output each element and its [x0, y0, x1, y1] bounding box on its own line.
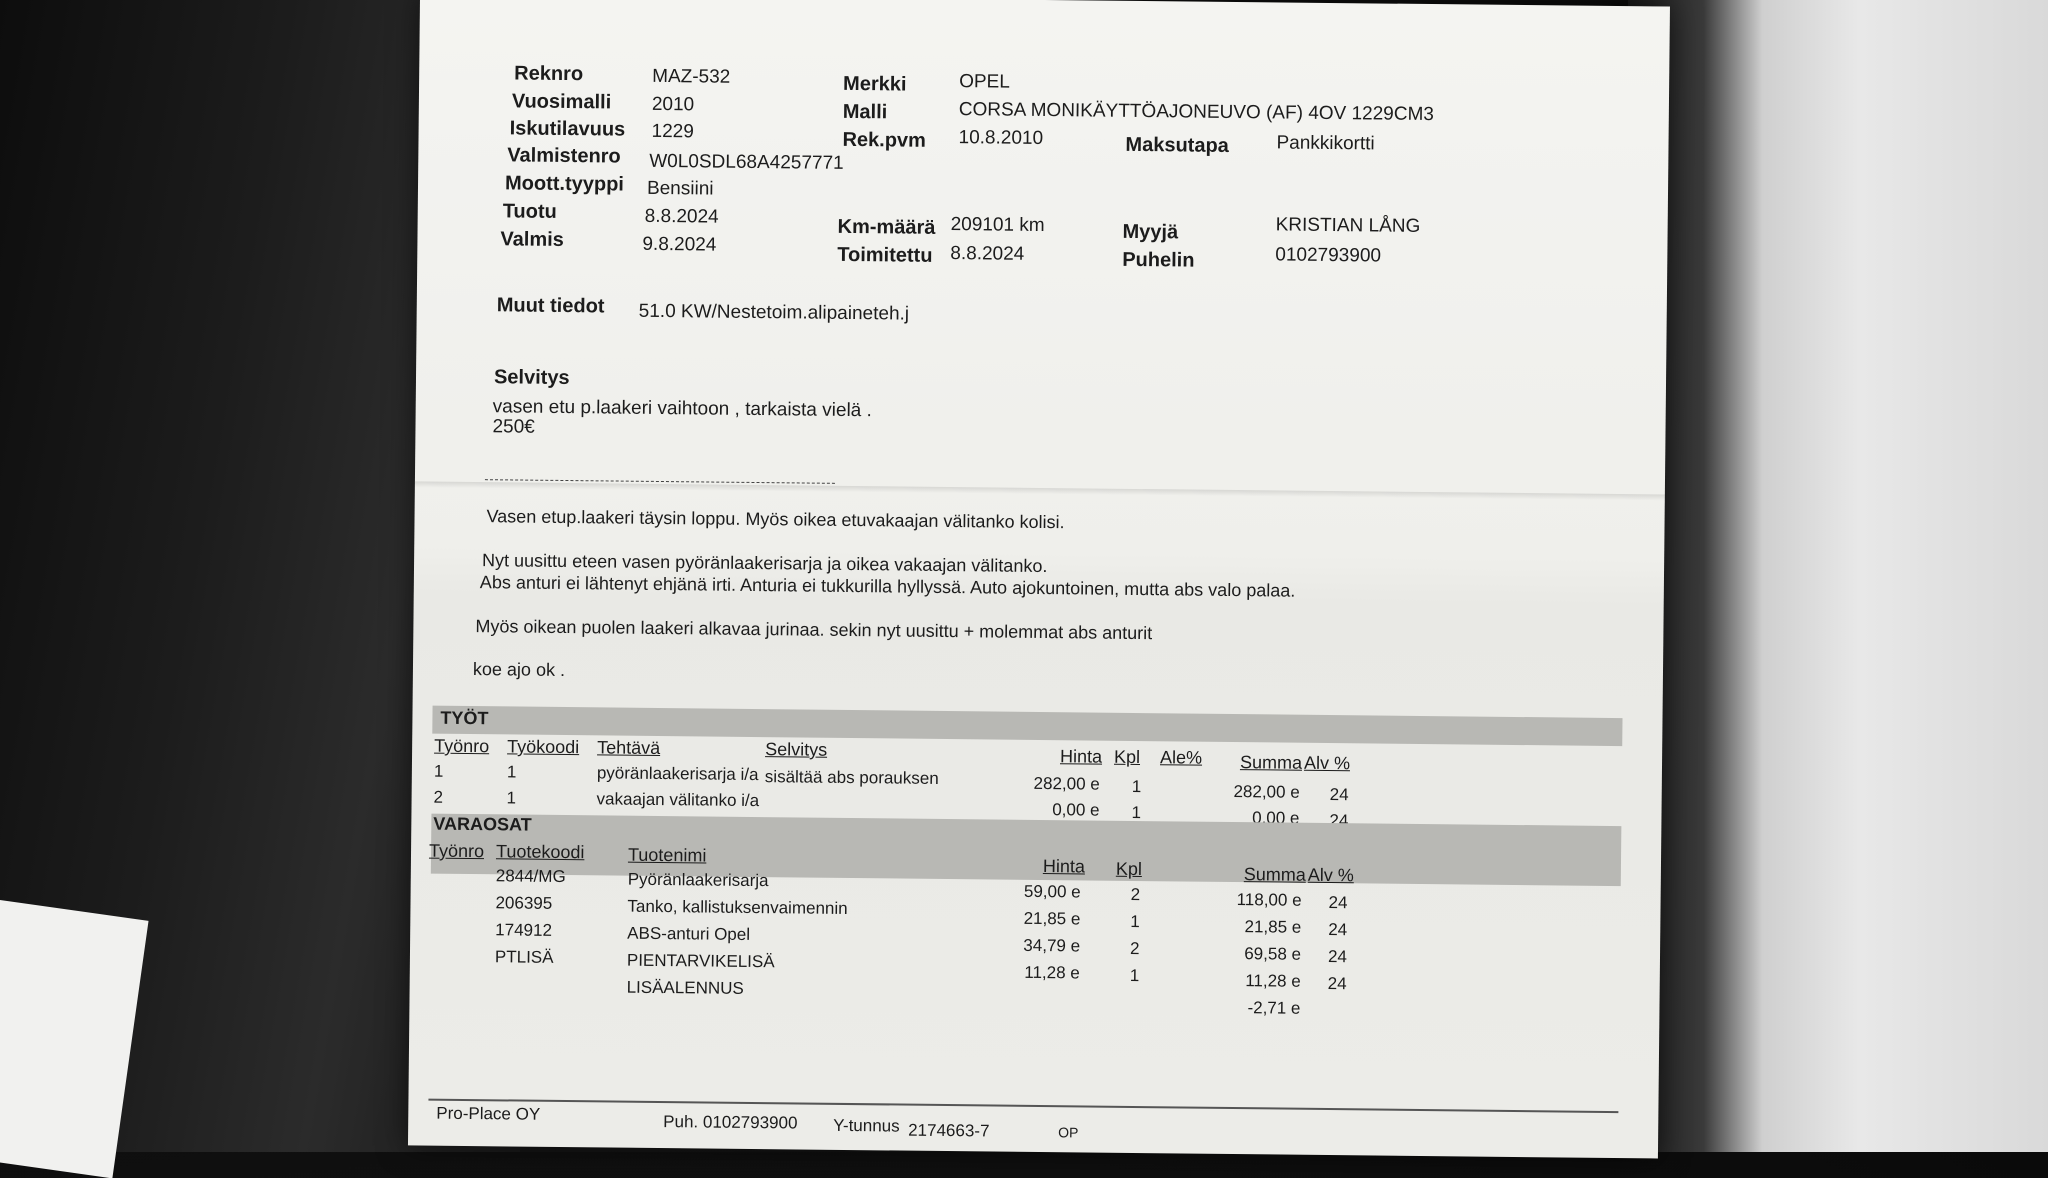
note-line-2: Nyt uusittu eteen vasen pyöränlaakerisarja ja oikea vakaajan välitanko.: [481, 550, 1048, 577]
myyja-value: KRISTIAN LÅNG: [1275, 214, 1421, 237]
moott-tyyppi-label: Moott.tyyppi: [504, 172, 625, 196]
myyja-label: Myyjä: [1122, 220, 1179, 244]
varaosat-row-4-tuotekoodi: PTLISÄ: [494, 947, 554, 967]
tyot-row-1-kpl: 1: [1131, 776, 1142, 797]
km-maara-value: 209101 km: [950, 214, 1045, 237]
tyot-row-2-tyokoodi: 1: [506, 788, 517, 808]
tyot-row-2-kpl: 1: [1131, 802, 1142, 823]
varaosat-title: VARAOSAT: [433, 813, 532, 835]
varaosat-row-2-alv: 24: [1328, 920, 1348, 940]
varaosat-col-summa: Summa: [1243, 864, 1306, 885]
varaosat-row-1-kpl: 2: [1130, 884, 1141, 905]
malli-label: Malli: [842, 100, 888, 124]
tuotu-value: 8.8.2024: [644, 205, 719, 228]
varaosat-row-2-tuotekoodi: 206395: [495, 893, 553, 913]
muut-tiedot-value: 51.0 KW/Nestetoim.alipaineteh.j: [638, 300, 910, 325]
varaosat-row-4-tuotenimi: PIENTARVIKELISÄ: [626, 950, 775, 972]
merkki-label: Merkki: [842, 72, 907, 96]
varaosat-header-bar: [428, 814, 1622, 886]
km-maara-label: Km-määrä: [837, 215, 936, 239]
malli-value: CORSA MONIKÄYTTÖAJONEUVO (AF) 4OV 1229CM3: [958, 99, 1435, 126]
tuotu-label: Tuotu: [502, 200, 557, 223]
rek-pvm-label: Rek.pvm: [842, 128, 927, 152]
varaosat-row-1-summa: 118,00 e: [1236, 890, 1302, 910]
varaosat-row-5-tuotenimi: LISÄALENNUS: [626, 977, 744, 998]
tyot-col-tyonro: Työnro: [434, 735, 490, 757]
tyot-col-hinta: Hinta: [1059, 746, 1103, 767]
varaosat-col-tuotekoodi: Tuotekoodi: [495, 841, 585, 863]
rek-pvm-value: 10.8.2010: [958, 127, 1044, 149]
varaosat-row-3-tuotekoodi: 174912: [495, 920, 553, 940]
varaosat-row-2-tuotenimi: Tanko, kallistuksenvaimennin: [627, 896, 848, 918]
footer-company: Pro-Place OY: [436, 1103, 541, 1124]
varaosat-row-2-hinta: 21,85 e: [1023, 908, 1081, 929]
tyot-row-1-tyonro: 1: [433, 761, 444, 781]
vuosimalli-value: 2010: [651, 93, 695, 116]
tyot-row-1-hinta: 282,00 e: [1033, 773, 1100, 794]
varaosat-row-4-hinta: 11,28 e: [1024, 962, 1080, 983]
varaosat-row-3-summa: 69,58 e: [1244, 944, 1302, 964]
varaosat-row-3-hinta: 34,79 e: [1023, 935, 1081, 956]
footer-bank: OP: [1058, 1124, 1079, 1141]
note-line-1: Vasen etup.laakeri täysin loppu. Myös oikea etuvakaajan välitanko kolisi.: [486, 506, 1065, 533]
iskutilavuus-value: 1229: [651, 120, 694, 143]
varaosat-row-4-summa: 11,28 e: [1245, 971, 1301, 991]
tyot-title: TYÖT: [440, 707, 489, 729]
reknro-value: MAZ-532: [652, 65, 731, 88]
service-invoice-document: [408, 0, 1670, 1158]
footer-phone: Puh. 0102793900: [663, 1112, 798, 1133]
varaosat-col-tuotenimi: Tuotenimi: [627, 844, 707, 866]
tyot-col-selvitys: Selvitys: [765, 739, 828, 760]
maksutapa-label: Maksutapa: [1125, 133, 1229, 157]
reknro-label: Reknro: [514, 62, 584, 86]
tyot-row-1-alv: 24: [1329, 785, 1349, 805]
footer-ytunnus-label: Y-tunnus: [833, 1115, 900, 1136]
varaosat-row-2-kpl: 1: [1130, 911, 1140, 932]
valmistenro-label: Valmistenro: [507, 144, 621, 168]
toimitettu-value: 8.8.2024: [950, 243, 1025, 265]
varaosat-row-1-hinta: 59,00 e: [1023, 881, 1081, 902]
maksutapa-value: Pankkikortti: [1276, 132, 1375, 155]
varaosat-row-3-tuotenimi: ABS-anturi Opel: [627, 923, 751, 944]
tyot-col-alv: Alv %: [1303, 752, 1351, 774]
varaosat-row-1-alv: 24: [1328, 893, 1348, 913]
valmis-label: Valmis: [500, 228, 564, 251]
varaosat-col-hinta: Hinta: [1042, 856, 1086, 877]
tyot-row-1-selvitys: sisältää abs porauksen: [764, 767, 939, 788]
tyot-col-kpl: Kpl: [1113, 746, 1141, 768]
varaosat-row-3-alv: 24: [1327, 947, 1348, 967]
footer-line: [428, 1099, 1618, 1113]
valmistenro-value: W0L0SDL68A4257771: [649, 150, 844, 174]
varaosat-col-kpl: Kpl: [1115, 858, 1143, 880]
selvitys-line-2: 250€: [492, 416, 535, 438]
merkki-value: OPEL: [959, 71, 1010, 93]
tyot-col-ale: Ale%: [1159, 747, 1203, 768]
tyot-row-1-summa: 282,00 e: [1233, 782, 1300, 802]
varaosat-col-tyonro: Työnro: [428, 840, 485, 862]
varaosat-row-1-tuotenimi: Pyöränlaakerisarja: [627, 869, 769, 891]
moott-tyyppi-value: Bensiini: [646, 177, 714, 200]
footer-ytunnus-value: 2174663-7: [908, 1120, 990, 1141]
note-line-5: koe ajo ok .: [472, 659, 566, 681]
varaosat-row-2-summa: 21,85 e: [1244, 917, 1302, 937]
tyot-row-2-tyonro: 2: [433, 787, 444, 807]
varaosat-row-1-tuotekoodi: 2844/MG: [495, 866, 566, 887]
varaosat-row-4-kpl: 1: [1129, 965, 1140, 986]
varaosat-row-3-kpl: 2: [1129, 938, 1140, 959]
note-line-4: Myös oikean puolen laakeri alkavaa jurinaa. sekin nyt uusittu + molemmat abs anturit: [475, 616, 1153, 644]
tyot-row-1-tyokoodi: 1: [506, 762, 517, 782]
tyot-row-2-tehtava: vakaajan välitanko i/a: [596, 789, 760, 811]
puhelin-value: 0102793900: [1275, 244, 1382, 267]
toimitettu-label: Toimitettu: [837, 243, 933, 267]
tyot-row-2-summa: 0,00 e: [1252, 808, 1300, 828]
tyot-col-tehtava: Tehtävä: [597, 737, 661, 759]
selvitys-heading: Selvitys: [493, 366, 570, 390]
muut-tiedot-label: Muut tiedot: [496, 294, 605, 318]
note-line-3: Abs anturi ei lähtenyt ehjänä irti. Anturia ei tukkurilla hyllyssä. Auto ajokuntoinen, mutta abs valo palaa.: [479, 572, 1296, 601]
paper-fold: [415, 481, 1665, 500]
selvitys-line-1: vasen etu p.laakeri vaihtoon , tarkaista vielä .: [492, 396, 872, 422]
tyot-row-2-alv: 24: [1329, 811, 1349, 831]
vuosimalli-label: Vuosimalli: [511, 90, 612, 114]
varaosat-col-alv: Alv %: [1307, 864, 1354, 886]
tyot-row-1-tehtava: pyöränlaakerisarja i/a: [596, 763, 759, 785]
puhelin-label: Puhelin: [1122, 248, 1195, 272]
varaosat-row-5-summa: -2,71 e: [1247, 998, 1301, 1018]
tyot-row-2-hinta: 0,00 e: [1052, 800, 1100, 820]
car-door-right-background: [1628, 0, 2048, 1152]
varaosat-row-4-alv: 24: [1327, 974, 1347, 994]
tyot-col-tyokoodi: Työkoodi: [507, 736, 580, 758]
tyot-col-summa: Summa: [1239, 752, 1303, 773]
valmis-value: 9.8.2024: [642, 233, 717, 256]
iskutilavuus-label: Iskutilavuus: [509, 117, 626, 141]
